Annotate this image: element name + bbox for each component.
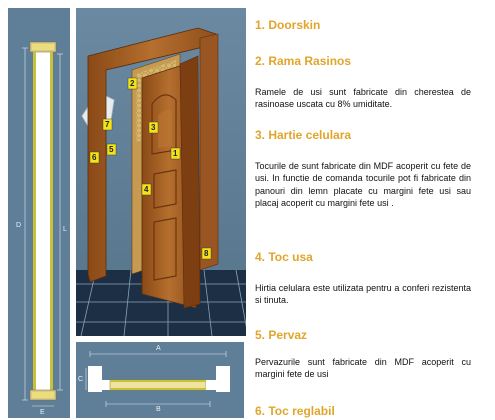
dimension-label-b: B bbox=[156, 406, 161, 413]
callout-5: 5 bbox=[109, 145, 114, 154]
dimension-label-c: C bbox=[78, 376, 84, 383]
section-text-pervaz: Pervazurile sunt fabricate din MDF acoperit cu margini fete de usi bbox=[255, 357, 471, 380]
door-illustration-drawing bbox=[76, 8, 246, 336]
section-title-pervaz: 5. Pervaz bbox=[255, 328, 308, 342]
right-skin-strip bbox=[50, 52, 53, 392]
callout-2: 2 bbox=[130, 79, 135, 88]
component-descriptions bbox=[255, 12, 471, 420]
callout-3: 3 bbox=[151, 123, 156, 132]
callout-4: 4 bbox=[144, 185, 149, 194]
section-text-rama-rasinos: Ramele de usi sunt fabricate din cherestea de rasinoase uscata cu 8% umiditate. bbox=[255, 87, 471, 110]
door-frame-right bbox=[200, 34, 218, 270]
right-frame-section bbox=[216, 366, 230, 392]
section-text-hartie-celulara: Tocurile de sunt fabricate din MDF acoperit cu fete de usi. In functie de comanda tocurile pot fi fabricate din panouri din lemn placate cu margini fete usi sau placaj acoperit cu margini fete usi . bbox=[255, 161, 471, 209]
callout-6: 6 bbox=[92, 153, 97, 162]
dimension-label-l: L bbox=[63, 226, 67, 233]
section-title-toc-reglabil: 6. Toc reglabil bbox=[255, 404, 335, 418]
door-illustration bbox=[76, 8, 246, 336]
door-profile bbox=[34, 46, 52, 398]
dimension-label-a: A bbox=[156, 345, 161, 352]
callout-1: 1 bbox=[173, 149, 178, 158]
dimension-label-d: D bbox=[16, 222, 22, 229]
left-frame-section bbox=[88, 366, 102, 392]
section-title-toc-usa: 4. Toc usa bbox=[255, 250, 313, 264]
section-text-toc-usa: Hirtia celulara este utilizata pentru a conferi rezistenta si tinuta. bbox=[255, 283, 471, 306]
callout-8: 8 bbox=[204, 249, 209, 258]
section-title-doorskin: 1. Doorskin bbox=[255, 18, 321, 32]
dimension-label-e: E bbox=[40, 409, 45, 416]
bottom-frame-filling bbox=[32, 392, 54, 398]
vertical-section-diagram bbox=[8, 8, 70, 418]
left-skin-strip bbox=[33, 52, 36, 392]
section-title-rama-rasinos: 2. Rama Rasinos bbox=[255, 54, 352, 68]
top-frame-filling bbox=[32, 44, 54, 50]
section-title-hartie-celulara: 3. Hartie celulara bbox=[255, 128, 352, 142]
vertical-section-drawing bbox=[8, 8, 70, 418]
callout-7: 7 bbox=[105, 120, 110, 129]
horizontal-section-diagram bbox=[76, 342, 244, 418]
